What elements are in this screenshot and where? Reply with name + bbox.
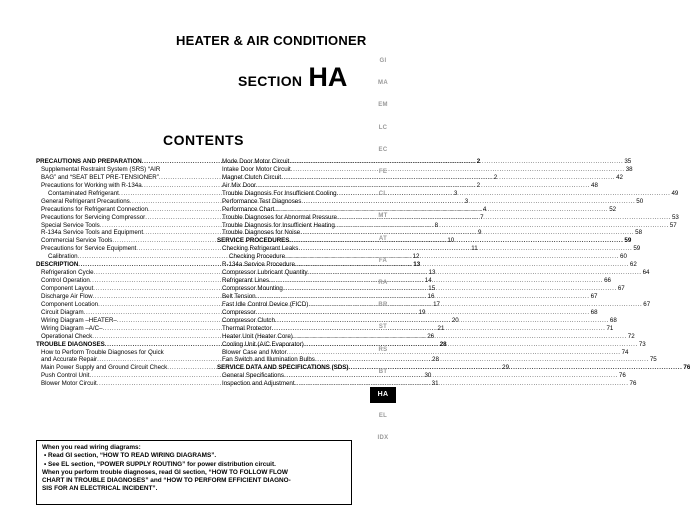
toc-entry-label: Trouble Diagnoses for Abnormal Pressure — [222, 213, 337, 221]
toc-entry[interactable] — [217, 158, 632, 166]
toc-entry-label: Compressor Mounting — [222, 285, 283, 292]
toc-entry-label: R-134a Service Procedure — [222, 261, 295, 269]
toc-entry-label: Fan Switch and Illumination Bulbs — [222, 356, 315, 364]
toc-entry-page: 74 — [621, 348, 629, 356]
toc-entry-page: 2 — [493, 173, 498, 181]
toc-entry-page: 66 — [604, 277, 611, 285]
section-tab-st[interactable]: ST — [378, 324, 388, 331]
toc-entry-page: 42 — [616, 173, 623, 181]
toc-entry-label: Wiring Diagram –A/C– — [41, 324, 103, 332]
toc-entry-label: TROUBLE DIAGNOSES — [36, 340, 105, 348]
toc-entry-page: 58 — [635, 229, 643, 237]
toc-leader — [298, 245, 632, 253]
toc-entry-label: General Refrigerant Precautions — [41, 197, 130, 205]
toc-entry-page: 67 — [617, 285, 625, 292]
toc-entry-label: Main Power Supply and Ground Circuit Check — [41, 364, 168, 372]
toc-entry-label: Refrigeration Cycle — [41, 269, 94, 277]
toc-entry-page: 28 — [432, 356, 439, 364]
toc-entry-page: 10 — [447, 237, 455, 245]
section-tab-fe[interactable]: FE — [378, 169, 388, 175]
toc-entry-page: 29 — [502, 364, 510, 372]
toc-entry-page: 59 — [633, 245, 641, 253]
toc-entry[interactable] — [217, 197, 644, 206]
toc-entry-page: 4 — [482, 205, 487, 213]
section-tab-at[interactable]: AT — [378, 235, 388, 242]
toc-entry-page: 15 — [428, 285, 436, 292]
toc-leader — [269, 277, 603, 285]
toc-entry-label: Refrigerant Lines — [222, 277, 270, 285]
toc-entry-page: 16 — [427, 292, 435, 300]
note-line: CHART IN TROUBLE DIAGNOSES” and “HOW TO PERFORM EFFICIENT DIAGNO- — [42, 477, 291, 485]
toc-entry-page: 31 — [431, 380, 439, 388]
toc-entry-label: Component Location — [41, 300, 99, 308]
toc-entry[interactable] — [217, 205, 617, 214]
toc-entry[interactable] — [36, 166, 198, 174]
section-tab-mt[interactable]: MT — [378, 213, 388, 220]
toc-entry-label: Compressor — [222, 308, 256, 316]
toc-entry-label: BAG” and “SEAT BELT PRE-TENSIONER” — [41, 173, 159, 181]
toc-entry-page: 13 — [413, 261, 421, 269]
toc-entry-page: 76 — [618, 372, 626, 380]
toc-leader — [287, 346, 621, 357]
toc-entry-label: Component Layout — [41, 285, 94, 292]
toc-entry-label: Fast Idle Control Device (FICD) — [222, 300, 309, 308]
section-tab-ha[interactable]: HA — [370, 387, 396, 403]
toc-entry-label: and Accurate Repair — [41, 356, 98, 364]
toc-entry-label: Trouble Diagnoses for Noise — [222, 229, 301, 237]
toc-entry-label: Calibration — [48, 253, 78, 261]
toc-entry-page: 13 — [428, 269, 436, 277]
toc-entry-label: Special Service Tools — [41, 221, 100, 229]
section-tab-gi[interactable]: GI — [379, 58, 387, 64]
section-tab-ma[interactable]: MA — [378, 80, 388, 87]
section-tab-fa[interactable]: FA — [378, 257, 388, 264]
toc-entry-label: Control Operation — [41, 277, 90, 285]
toc-entry-page: 21 — [437, 324, 445, 332]
toc-entry-label: Circuit Diagram — [41, 308, 84, 316]
toc-entry-page: 3 — [453, 189, 458, 197]
contents-heading: CONTENTS — [163, 132, 244, 148]
toc-entry-label: Precautions for Working with R-134a — [41, 181, 142, 189]
toc-leader — [256, 293, 590, 301]
wiring-note-box — [36, 440, 352, 505]
toc-leader — [256, 309, 590, 317]
toc-leader — [301, 198, 635, 206]
section-tab-el[interactable]: EL — [378, 413, 388, 420]
toc-entry-label: Contaminated Refrigerant — [48, 189, 119, 197]
toc-leader — [289, 237, 623, 245]
note-line: When you perform trouble diagnoses, read GI section, “HOW TO FOLLOW FLOW — [42, 468, 288, 476]
toc-entry-page: 3 — [464, 197, 469, 205]
toc-entry-label: Checking Procedure — [229, 253, 286, 261]
toc-entry-page: 48 — [591, 181, 598, 189]
toc-leader — [295, 261, 629, 269]
toc-entry-page: 26 — [427, 332, 435, 340]
toc-entry-page: 9 — [478, 229, 482, 237]
toc-entry-label: Compressor Clutch — [222, 316, 275, 324]
toc-entry-page: 62 — [629, 261, 637, 269]
toc-entry-page: 76 — [629, 380, 637, 388]
section-word: SECTION — [238, 73, 303, 89]
toc-entry-page: 35 — [624, 158, 632, 165]
toc-entry-label: DESCRIPTION — [36, 261, 79, 269]
toc-entry-label: Discharge Air Flow — [41, 292, 93, 300]
toc-entry-page: 17 — [433, 300, 440, 308]
toc-entry-page: 72 — [627, 332, 635, 340]
section-heading — [238, 64, 347, 91]
toc-leader — [281, 174, 615, 182]
toc-entry-page: 14 — [424, 277, 432, 285]
toc-entry-label: Blower Case and Motor — [222, 348, 287, 356]
toc-leader — [295, 380, 629, 388]
toc-entry-label: Checking Refrigerant Leaks — [222, 245, 299, 253]
toc-entry-label: SERVICE DATA AND SPECIFICATIONS (SDS) — [217, 364, 349, 372]
toc-entry-label: Trouble Diagnosis for Insufficient Heating — [222, 221, 335, 229]
toc-leader — [300, 229, 634, 237]
toc-entry-label: Belt Tension — [222, 292, 256, 300]
toc-entry-page: 8 — [434, 221, 439, 229]
toc-entry-page: 67 — [590, 292, 598, 300]
toc-entry-label: Intake Door Motor Circuit — [222, 165, 291, 173]
toc-entry-page: 68 — [590, 308, 598, 316]
toc-entry[interactable] — [36, 349, 198, 357]
toc-leader — [308, 301, 642, 309]
toc-leader — [293, 333, 627, 341]
toc-leader — [291, 166, 625, 174]
toc-entry-page: 60 — [620, 253, 627, 261]
toc-entry-page: 53 — [671, 213, 679, 221]
section-tab-br[interactable]: BR — [378, 302, 388, 309]
toc-entry-page: 52 — [609, 205, 617, 213]
note-line: • Read GI section, “HOW TO READ WIRING DIAGRAMS”. — [44, 452, 217, 460]
toc-entry-label: R-134a Service Tools and Equipment — [41, 229, 144, 237]
toc-entry-label: Inspection and Adjustment — [222, 380, 295, 388]
toc-entry-page: 50 — [636, 197, 644, 205]
toc-leader — [285, 253, 619, 261]
toc-entry-label: Heater Unit (Heater Core) — [222, 332, 293, 340]
section-tab-idx[interactable]: IDX — [377, 435, 389, 442]
toc-leader — [289, 158, 623, 166]
toc-entry-label: Commercial Service Tools — [41, 237, 113, 245]
toc-entry-page: 49 — [671, 189, 679, 197]
toc-entry-page: 12 — [412, 253, 420, 261]
toc-entry-label: Air Mix Door — [222, 181, 257, 189]
toc-entry-page: 67 — [643, 300, 651, 308]
note-line: SIS FOR AN ELECTRICAL INCIDENT”. — [42, 485, 158, 493]
toc-entry-label: Performance Chart — [222, 205, 275, 213]
toc-entry-label: Thermal Protector — [222, 324, 272, 332]
toc-entry-label: How to Perform Trouble Diagnoses for Quick — [41, 348, 164, 356]
toc-leader — [348, 364, 682, 372]
toc-entry-page: 76 — [683, 364, 690, 372]
toc-entry-label: SERVICE PROCEDURES — [217, 237, 290, 245]
toc-entry-label: Push Control Unit — [41, 372, 90, 380]
toc-leader — [335, 222, 669, 230]
page-title: HEATER & AIR CONDITIONER — [176, 33, 367, 48]
toc-entry[interactable] — [217, 181, 598, 190]
toc-entry-page: 57 — [669, 221, 677, 229]
toc-entry-label: Precautions for Servicing Compressor — [41, 213, 146, 221]
toc-entry[interactable] — [217, 221, 677, 230]
toc-entry-page: 68 — [609, 316, 617, 324]
toc-entry-page: 11 — [471, 245, 478, 253]
toc-entry-page: 28 — [439, 340, 447, 348]
toc-entry-label: Cooling Unit (A/C Evaporator) — [222, 340, 304, 348]
toc-entry-page: 75 — [649, 356, 657, 364]
section-tab-em[interactable]: EM — [378, 102, 388, 109]
toc-entry-page: 2 — [476, 181, 481, 189]
toc-entry-label: Mode Door Motor Circuit — [222, 158, 290, 165]
toc-entry[interactable] — [217, 173, 623, 182]
section-tab-rs[interactable]: RS — [378, 346, 388, 353]
section-tab-cl[interactable]: CL — [378, 191, 388, 198]
toc-leader — [275, 317, 609, 325]
toc-entry-page: 64 — [642, 269, 650, 277]
toc-leader — [272, 325, 606, 333]
toc-entry-label: Operational Check — [41, 332, 93, 340]
toc-entry-page: 7 — [480, 213, 484, 221]
toc-entry-label: Magnet Clutch Circuit — [222, 173, 282, 181]
toc-entry-page: 30 — [424, 372, 432, 380]
toc-entry-page: 38 — [625, 165, 633, 173]
toc-entry-page: 59 — [624, 237, 632, 245]
note-line: • See EL section, “POWER SUPPLY ROUTING” for power distribution circuit. — [44, 460, 276, 468]
toc-leader — [315, 356, 649, 364]
toc-entry-page: 2 — [476, 158, 481, 165]
toc-entry-label: Precautions for Refrigerant Connection — [41, 205, 148, 213]
toc-entry[interactable] — [217, 229, 643, 237]
toc-leader — [274, 206, 608, 214]
toc-entry-label: PRECAUTIONS AND PREPARATION — [36, 158, 142, 165]
toc-entry-label: Compressor Lubricant Quantity — [222, 269, 308, 277]
toc-entry-label: Precautions for Service Equipment — [41, 245, 137, 253]
toc-entry-label: Supplemental Restraint System (SRS) “AIR — [41, 165, 161, 173]
section-tab-lc[interactable]: LC — [378, 124, 388, 131]
section-tab-bt[interactable]: BT — [378, 368, 388, 375]
toc-entry[interactable] — [217, 261, 637, 269]
toc-entry-page: 73 — [638, 340, 646, 348]
toc-leader — [256, 182, 590, 190]
toc-entry-page: 71 — [606, 324, 614, 332]
toc-entry-page: 19 — [418, 308, 426, 316]
toc-leader — [304, 341, 638, 349]
section-code: HA — [308, 62, 348, 92]
section-tab-ra[interactable]: RA — [378, 280, 388, 286]
toc-entry-label: Trouble Diagnosis For Insufficient Cooling — [222, 189, 337, 197]
toc-leader — [283, 285, 617, 293]
note-line: When you read wiring diagrams: — [42, 444, 141, 451]
toc-entry-page: 20 — [451, 316, 459, 324]
toc-leader — [308, 269, 642, 277]
section-tab-ec[interactable]: EC — [378, 146, 388, 153]
toc-leader — [284, 372, 618, 380]
toc-entry-label: Blower Motor Circuit — [41, 380, 97, 388]
toc-entry-label: Performance Test Diagnoses — [222, 197, 302, 205]
toc-entry-label: General Specifications — [222, 372, 284, 380]
toc-entry-label: Wiring Diagram –HEATER– — [41, 316, 117, 324]
